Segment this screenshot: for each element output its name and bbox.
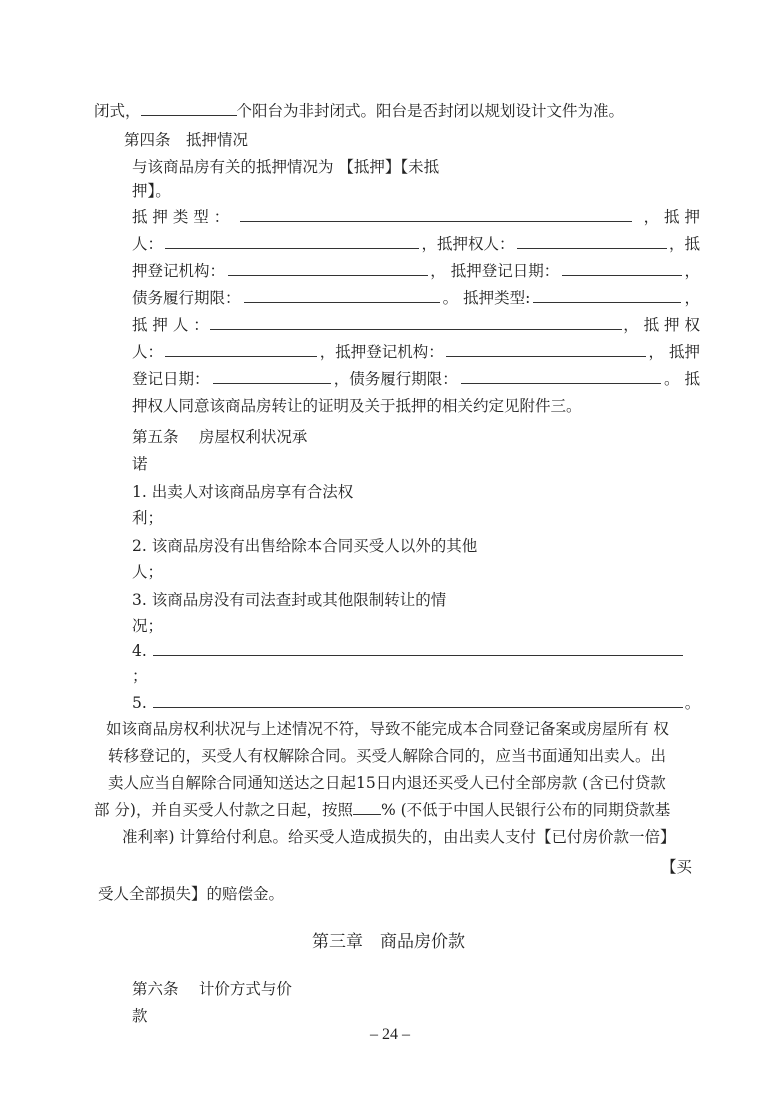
text: ， (684, 262, 700, 280)
list-item (132, 693, 700, 713)
paragraph-line: 如该商品房权利状况与上述情况不符，导致不能完成本合同登记备案或房屋所有 权 (106, 720, 669, 738)
article-4-title: 第四条 抵押情况 (124, 131, 249, 149)
paragraph-line: 卖人应当自解除合同通知送达之日起15日内退还买受人已付全部房款 (含已付贷款 (108, 774, 666, 792)
article-5-title-cont: 诺 (132, 455, 148, 473)
text: ， (684, 289, 700, 307)
blank-field (153, 693, 683, 708)
text: 5. (132, 694, 147, 712)
text: ，抵押登记机构： (319, 343, 444, 361)
mortgage-line-5 (132, 315, 700, 335)
list-item: 1. 出卖人对该商品房享有合法权 (132, 483, 354, 501)
mortgage-line-6 (132, 342, 700, 362)
blank-field (213, 369, 331, 384)
paragraph-line (94, 800, 670, 820)
blank-field (210, 315, 622, 330)
text: 。 抵 (664, 370, 700, 388)
blank-field (353, 800, 381, 815)
text: 登记日期： (132, 370, 210, 388)
article-6-title-cont: 款 (132, 1007, 148, 1025)
text: 抵 押 人 ： (132, 316, 209, 334)
text: ，债务履行期限： (333, 370, 458, 388)
text: 。 抵押类型: (442, 289, 531, 307)
blank-field (533, 288, 681, 303)
blank-field (165, 234, 419, 249)
paragraph-line: 受人全部损失】的赔偿金。 (98, 885, 285, 903)
mortgage-status-line: 与该商品房有关的抵押情况为 【抵押】【未抵 (132, 158, 440, 176)
mortgage-line-3 (132, 261, 700, 281)
blank-field (141, 101, 237, 116)
article-6-title: 第六条 计价方式与价 (132, 980, 292, 998)
blank-field (446, 342, 646, 357)
mortgage-line-2 (132, 234, 700, 254)
text: ， 抵押登记日期： (430, 262, 560, 280)
list-item (132, 641, 683, 661)
text: ， 抵押 (648, 343, 700, 361)
text: 闭式， (94, 102, 141, 120)
paragraph-line: 【买 (661, 858, 693, 876)
chapter-3-heading: 第三章 商品房价款 (312, 932, 465, 952)
blank-field (240, 207, 632, 222)
list-item-cont: ； (132, 667, 148, 685)
text: 个阳台为非封闭式。阳台是否封闭以规划设计文件为准。 (236, 102, 625, 120)
list-item-cont: 人； (132, 563, 164, 581)
paragraph-line: 转移登记的，买受人有权解除合同。买受人解除合同的，应当书面通知出卖人。出 (108, 747, 667, 765)
paragraph-line: 准利率) 计算给付利息。给买受人造成损失的，由出卖人支付【已付房价款一倍】 (122, 828, 676, 846)
list-item-cont: 况； (132, 617, 164, 635)
blank-field (517, 234, 667, 249)
page-number: – 24 – (370, 1026, 410, 1043)
text: 人： (132, 235, 164, 253)
list-item: 2. 该商品房没有出售给除本合同买受人以外的其他 (132, 537, 478, 555)
blank-field (153, 641, 683, 656)
text: 4. (132, 642, 147, 660)
mortgage-line-7 (132, 369, 700, 389)
mortgage-line-1 (132, 207, 700, 227)
list-item: 3. 该商品房没有司法查封或其他限制转让的情 (132, 591, 447, 609)
blank-field (228, 261, 428, 276)
blank-field (461, 369, 661, 384)
mortgage-line-4 (132, 288, 700, 308)
text: 抵 押 类 型 ： (132, 208, 230, 226)
text: ，抵 (668, 235, 700, 253)
line-balcony (94, 101, 624, 121)
blank-field (244, 288, 440, 303)
mortgage-line-8: 押权人同意该商品房转让的证明及关于抵押的相关约定见附件三。 (132, 397, 582, 415)
mortgage-status-line-cont: 押】。 (132, 182, 171, 200)
text: % (不低于中国人民银行公布的同期贷款基 (380, 801, 671, 819)
text: 债务履行期限： (132, 289, 241, 307)
text: 部 分)，并自买受人付款之日起，按照 (94, 801, 353, 819)
blank-field (562, 261, 682, 276)
text: ， 抵 押 (643, 208, 700, 226)
text: 押登记机构： (132, 262, 226, 280)
list-item-cont: 利； (132, 509, 164, 527)
article-5-title: 第五条 房屋权利状况承 (132, 428, 308, 446)
blank-field (165, 342, 317, 357)
text: ，抵押权人： (421, 235, 515, 253)
text: ， 抵 押 权 (623, 316, 700, 334)
text: 人： (132, 343, 164, 361)
text: 。 (684, 694, 701, 712)
